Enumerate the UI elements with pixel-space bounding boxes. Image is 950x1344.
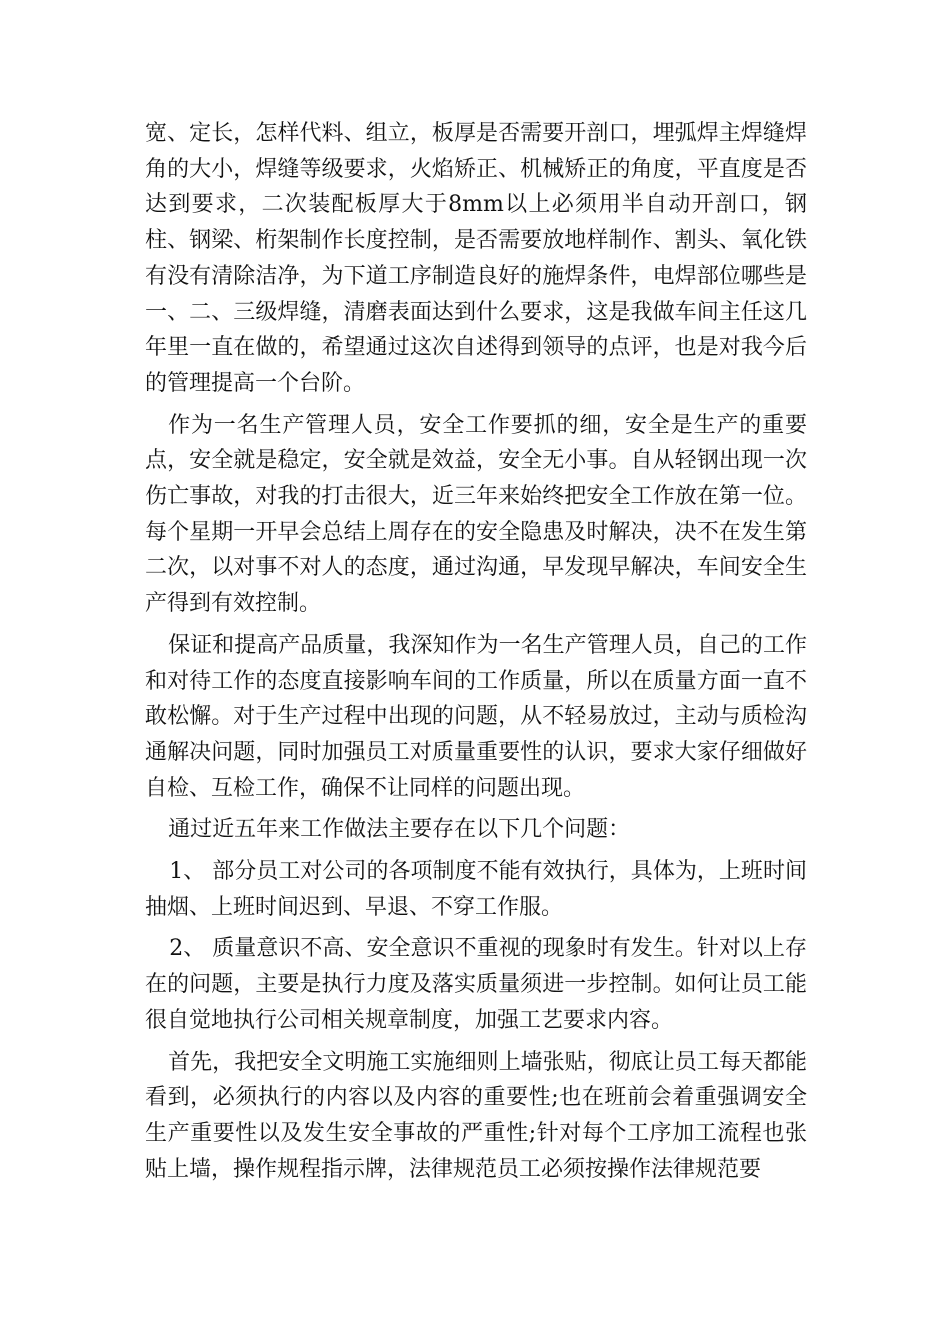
- list-item-2: 2、 质量意识不高、安全意识不重视的现象时有发生。针对以上存在的问题，主要是执行力度及落实质量须进一步控制。如何让员工能很自觉地执行公司相关规章制度，加强工艺要求内容。: [145, 936, 807, 1033]
- paragraph-process-requirements: 宽、定长，怎样代料、组立，板厚是否需要开剖口，埋弧焊主焊缝焊角的大小，焊缝等级要求，火焰矫正、机械矫正的角度，平直度是否达到要求，二次装配板厚大于8mm以上必须用半自动开剖口，钢柱、钢梁、桁架制作长度控制，是否需要放地样制作、割头、氧化铁有没有清除洁净，为下道工序制造良好的施焊条件，电焊部位哪些是一、二、三级焊缝，清磨表面达到什么要求，这是我做车间主任这几年里一直在做的，希望通过这次自述得到领导的点评，也是对我今后的管理提高一个台阶。: [145, 121, 807, 396]
- paragraph-quality-assurance: 保证和提高产品质量，我深知作为一名生产管理人员，自己的工作和对待工作的态度直接影响车间的工作质量，所以在质量方面一直不敢松懈。对于生产过程中出现的问题，从不轻易放过，主动与质检沟通解决问题，同时加强员工对质量重要性的认识，要求大家仔细做好自检、互检工作，确保不让同样的问题出现。: [145, 632, 807, 801]
- paragraph-problems-intro: 通过近五年来工作做法主要存在以下几个问题：: [168, 817, 631, 843]
- paragraph-safety-management: 作为一名生产管理人员，安全工作要抓的细，安全是生产的重要点，安全就是稳定，安全就是效益，安全无小事。自从轻钢出现一次伤亡事故，对我的打击很大，近三年来始终把安全工作放在第一位。每个星期一开早会总结上周存在的安全隐患及时解决，决不在发生第二次，以对事不对人的态度，通过沟通，早发现早解决，车间安全生产得到有效控制。: [145, 412, 807, 617]
- list-item-1: 1、 部分员工对公司的各项制度不能有效执行，具体为，上班时间抽烟、上班时间迟到、早退、不穿工作服。: [145, 859, 807, 920]
- paragraph-measures: 首先，我把安全文明施工实施细则上墙张贴，彻底让员工每天都能看到，必须执行的内容以及内容的重要性;也在班前会着重强调安全生产重要性以及发生安全事故的严重性;针对每个工序加工流程也张贴上墙，操作规程指示牌，法律规范员工必须按操作法律规范要: [145, 1049, 807, 1182]
- document-body: [145, 116, 807, 1193]
